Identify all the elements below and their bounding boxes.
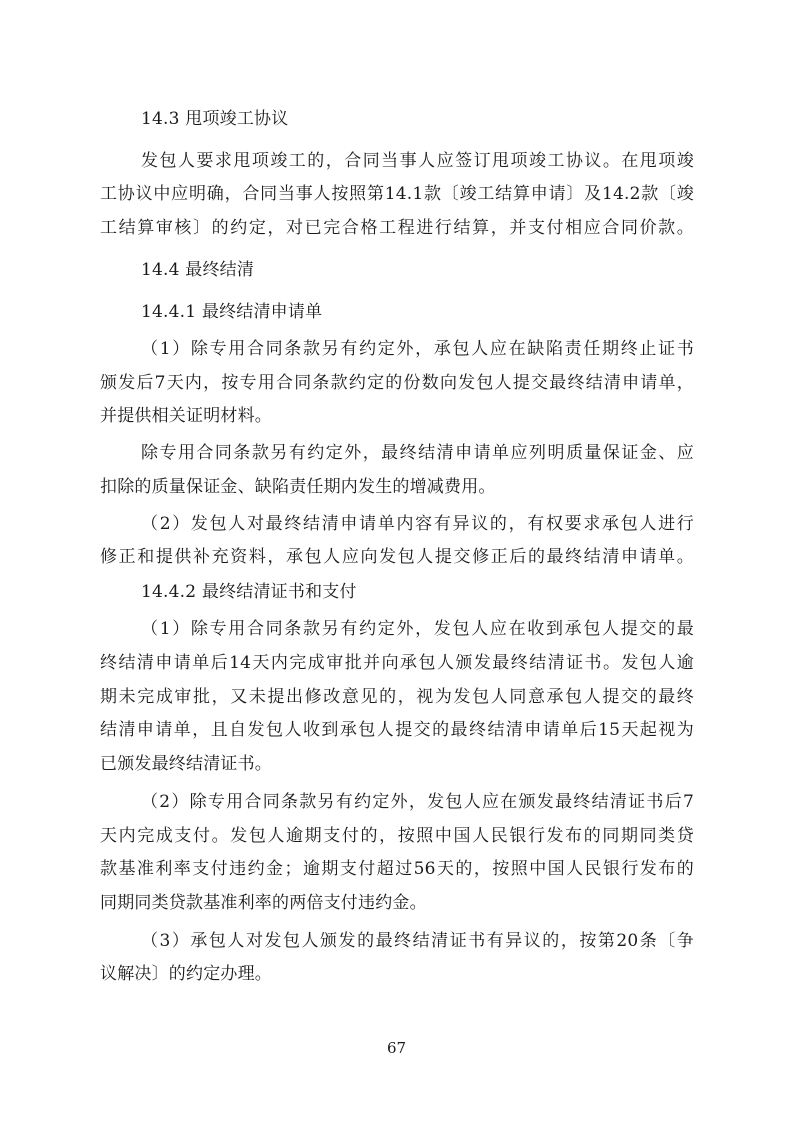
paragraph-line: 同期同类贷款基准利率的两倍支付违约金。	[100, 893, 427, 913]
paragraph-line: 工结算审核〕的约定，对已完合格工程进行结算，并支付相应合同价款。	[100, 218, 694, 238]
heading-14-4-2: 14.4.2 最终结清证书和支付	[141, 582, 357, 602]
paragraph-line: （1）除专用合同条款另有约定外，发包人应在收到承包人提交的最	[141, 619, 694, 639]
paragraph-line: 款基准利率支付违约金；逾期支付超过56天的，按照中国人民银行发布的	[100, 859, 694, 879]
paragraph-line: （2）发包人对最终结清申请单内容有异议的，有权要求承包人进行	[141, 514, 694, 534]
paragraph-line: 颁发后7天内，按专用合同条款约定的份数向发包人提交最终结清申请单，	[100, 373, 694, 393]
paragraph-line: 发包人要求甩项竣工的，合同当事人应签订甩项竣工协议。在甩项竣	[141, 151, 694, 171]
paragraph-line: 终结清申请单后14天内完成审批并向承包人颁发最终结清证书。发包人逾	[100, 653, 694, 673]
paragraph-line: 修正和提供补充资料，承包人应向发包人提交修正后的最终结清申请单。	[100, 547, 694, 567]
paragraph-line: 议解决〕的约定办理。	[100, 964, 272, 984]
paragraph-line: 扣除的质量保证金、缺陷责任期内发生的增减费用。	[100, 477, 496, 497]
heading-14-4-1: 14.4.1 最终结清申请单	[141, 302, 323, 322]
paragraph-line: 天内完成支付。发包人逾期支付的，按照中国人民银行发布的同期同类贷	[100, 826, 694, 846]
paragraph-line: 期未完成审批，又未提出修改意见的，视为发包人同意承包人提交的最终	[100, 687, 694, 707]
heading-14-3: 14.3 甩项竣工协议	[141, 109, 289, 129]
paragraph-line: 并提供相关证明材料。	[100, 406, 272, 426]
heading-14-4: 14.4 最终结清	[141, 260, 255, 280]
page-number: 67	[386, 1039, 407, 1057]
paragraph-line: 工协议中应明确，合同当事人按照第14.1款〔竣工结算申请〕及14.2款〔竣	[100, 184, 694, 204]
paragraph-line: （2）除专用合同条款另有约定外，发包人应在颁发最终结清证书后7	[141, 792, 694, 812]
paragraph-line: （1）除专用合同条款另有约定外，承包人应在缺陷责任期终止证书	[141, 339, 694, 359]
paragraph-line: 已颁发最终结清证书。	[100, 754, 272, 774]
paragraph-line: （3）承包人对发包人颁发的最终结清证书有异议的，按第20条〔争	[141, 931, 694, 951]
paragraph-line: 除专用合同条款另有约定外，最终结清申请单应列明质量保证金、应	[141, 443, 694, 463]
paragraph-line: 结清申请单，且自发包人收到承包人提交的最终结清申请单后15天起视为	[100, 720, 694, 740]
